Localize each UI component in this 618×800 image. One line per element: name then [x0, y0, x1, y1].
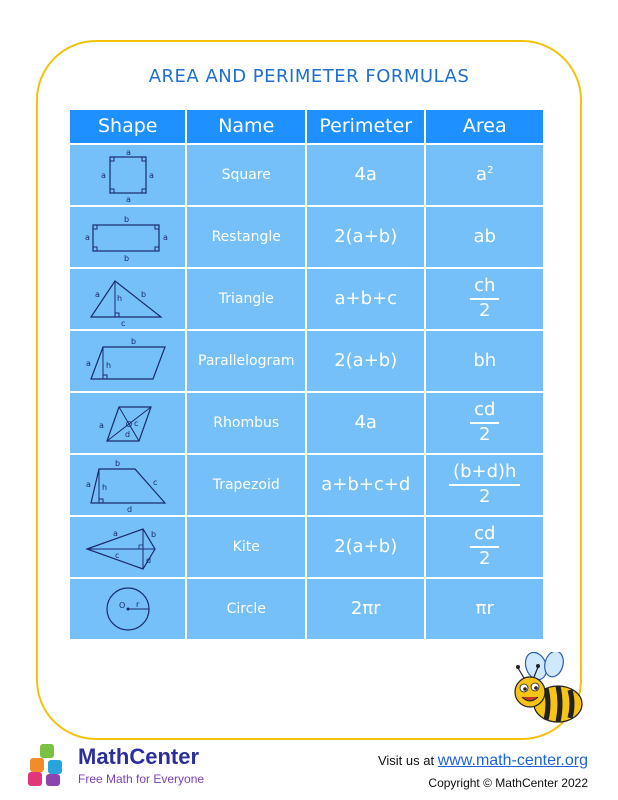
table-row [70, 455, 543, 515]
area-formula [426, 393, 543, 453]
table-row [70, 207, 543, 267]
header-perimeter: Perimeter [307, 110, 425, 143]
table-row [70, 269, 543, 329]
table-row [70, 579, 543, 639]
header-name: Name [187, 110, 305, 143]
area-exponent: 2 [487, 165, 494, 177]
triangle-label-c: c [120, 318, 126, 327]
shape-cell [70, 145, 185, 205]
rectangle-label-bottom: b [123, 253, 129, 263]
area-formula [426, 145, 543, 205]
header-area: Area [426, 110, 543, 143]
square-label-top: a [125, 147, 131, 157]
footer-info [378, 752, 588, 790]
parallelogram-label-h: h [105, 360, 111, 370]
area-denominator: 2 [479, 485, 491, 507]
perimeter-formula: 2(a+b) [307, 517, 425, 577]
formulas-table [68, 108, 545, 641]
table-row [70, 393, 543, 453]
shape-cell [70, 331, 185, 391]
rectangle-label-left: a [84, 232, 90, 242]
area-formula [426, 269, 543, 329]
visit-prefix: Visit us at [377, 753, 435, 768]
area-formula: ab [426, 207, 543, 267]
area-fraction [449, 460, 520, 507]
shape-cell [70, 393, 185, 453]
shape-cell [70, 207, 185, 267]
shape-cell [70, 579, 185, 639]
page-title: AREA AND PERIMETER FORMULAS [148, 66, 470, 87]
triangle-label-h: h [116, 293, 122, 303]
perimeter-formula: 4a [307, 393, 425, 453]
circle-label-o: O [118, 600, 126, 610]
shape-name: Kite [187, 517, 305, 577]
shape-name: Triangle [187, 269, 305, 329]
kite-label-c: c [114, 550, 120, 560]
parallelogram-label-b: b [130, 336, 136, 346]
area-formula [426, 517, 543, 577]
rhombus-diagram [83, 395, 173, 451]
rhombus-label-d: d [124, 429, 130, 439]
header-shape: Shape [70, 110, 185, 143]
website-link[interactable]: www.math-center.org [437, 752, 588, 769]
area-numerator: cd [470, 525, 499, 548]
rectangle-label-top: b [123, 214, 129, 224]
shape-cell [70, 455, 185, 515]
trapezoid-label-d: d [126, 504, 132, 513]
parallelogram-label-a: a [85, 358, 91, 368]
rhombus-label-c: c [133, 418, 139, 428]
area-fraction [470, 522, 499, 569]
visit-line [378, 752, 588, 770]
bee-illustration [506, 652, 588, 734]
trapezoid-label-c: c [152, 477, 158, 487]
square-diagram [83, 147, 173, 203]
table-row [70, 331, 543, 391]
rectangle-label-right: a [162, 232, 168, 242]
square-label-left: a [100, 170, 106, 180]
area-fraction [470, 274, 499, 321]
trapezoid-label-h: h [101, 482, 107, 492]
shape-name: Parallelogram [187, 331, 305, 391]
brand-tagline: Free Math for Everyone [78, 772, 205, 786]
circle-diagram [83, 581, 173, 637]
area-denominator: 2 [479, 547, 491, 569]
trapezoid-label-b: b [114, 458, 120, 468]
rhombus-label-a: a [98, 420, 104, 430]
shape-cell [70, 517, 185, 577]
area-formula: πr [426, 579, 543, 639]
area-base: a [476, 164, 488, 186]
rectangle-diagram [83, 209, 173, 265]
perimeter-formula: a+b+c+d [307, 455, 425, 515]
copyright-text: Copyright © MathCenter 2022 [428, 776, 588, 790]
kite-label-b: b [150, 529, 156, 539]
square-label-right: a [148, 170, 154, 180]
trapezoid-label-a: a [85, 479, 91, 489]
perimeter-formula: 2(a+b) [307, 331, 425, 391]
kite-label-d: d [145, 555, 151, 565]
area-numerator: ch [470, 277, 499, 300]
shape-name: Circle [187, 579, 305, 639]
brand-name: MathCenter [78, 744, 200, 769]
kite-label-a: a [112, 528, 118, 538]
perimeter-formula: 2(a+b) [307, 207, 425, 267]
table-header-row [70, 110, 543, 143]
square-label-bottom: a [125, 194, 131, 203]
parallelogram-diagram [83, 333, 173, 389]
shape-name: Square [187, 145, 305, 205]
triangle-diagram [83, 271, 173, 327]
circle-label-r: r [135, 599, 140, 609]
triangle-label-a: a [94, 289, 100, 299]
area-formula [426, 455, 543, 515]
area-fraction [470, 398, 499, 445]
shape-cell [70, 269, 185, 329]
perimeter-formula: a+b+c [307, 269, 425, 329]
area-numerator: cd [470, 401, 499, 424]
table-row [70, 517, 543, 577]
area-formula: bh [426, 331, 543, 391]
area-denominator: 2 [479, 423, 491, 445]
mathcenter-logo-icon [26, 742, 70, 788]
area-numerator: (b+d)h [449, 463, 520, 486]
trapezoid-diagram [83, 457, 173, 513]
perimeter-formula: 2πr [307, 579, 425, 639]
footer-brand [26, 742, 256, 792]
shape-name: Trapezoid [187, 455, 305, 515]
triangle-label-b: b [140, 289, 146, 299]
kite-diagram [83, 519, 173, 575]
perimeter-formula: 4a [307, 145, 425, 205]
table-row [70, 145, 543, 205]
shape-name: Restangle [187, 207, 305, 267]
area-denominator: 2 [479, 299, 491, 321]
shape-name: Rhombus [187, 393, 305, 453]
